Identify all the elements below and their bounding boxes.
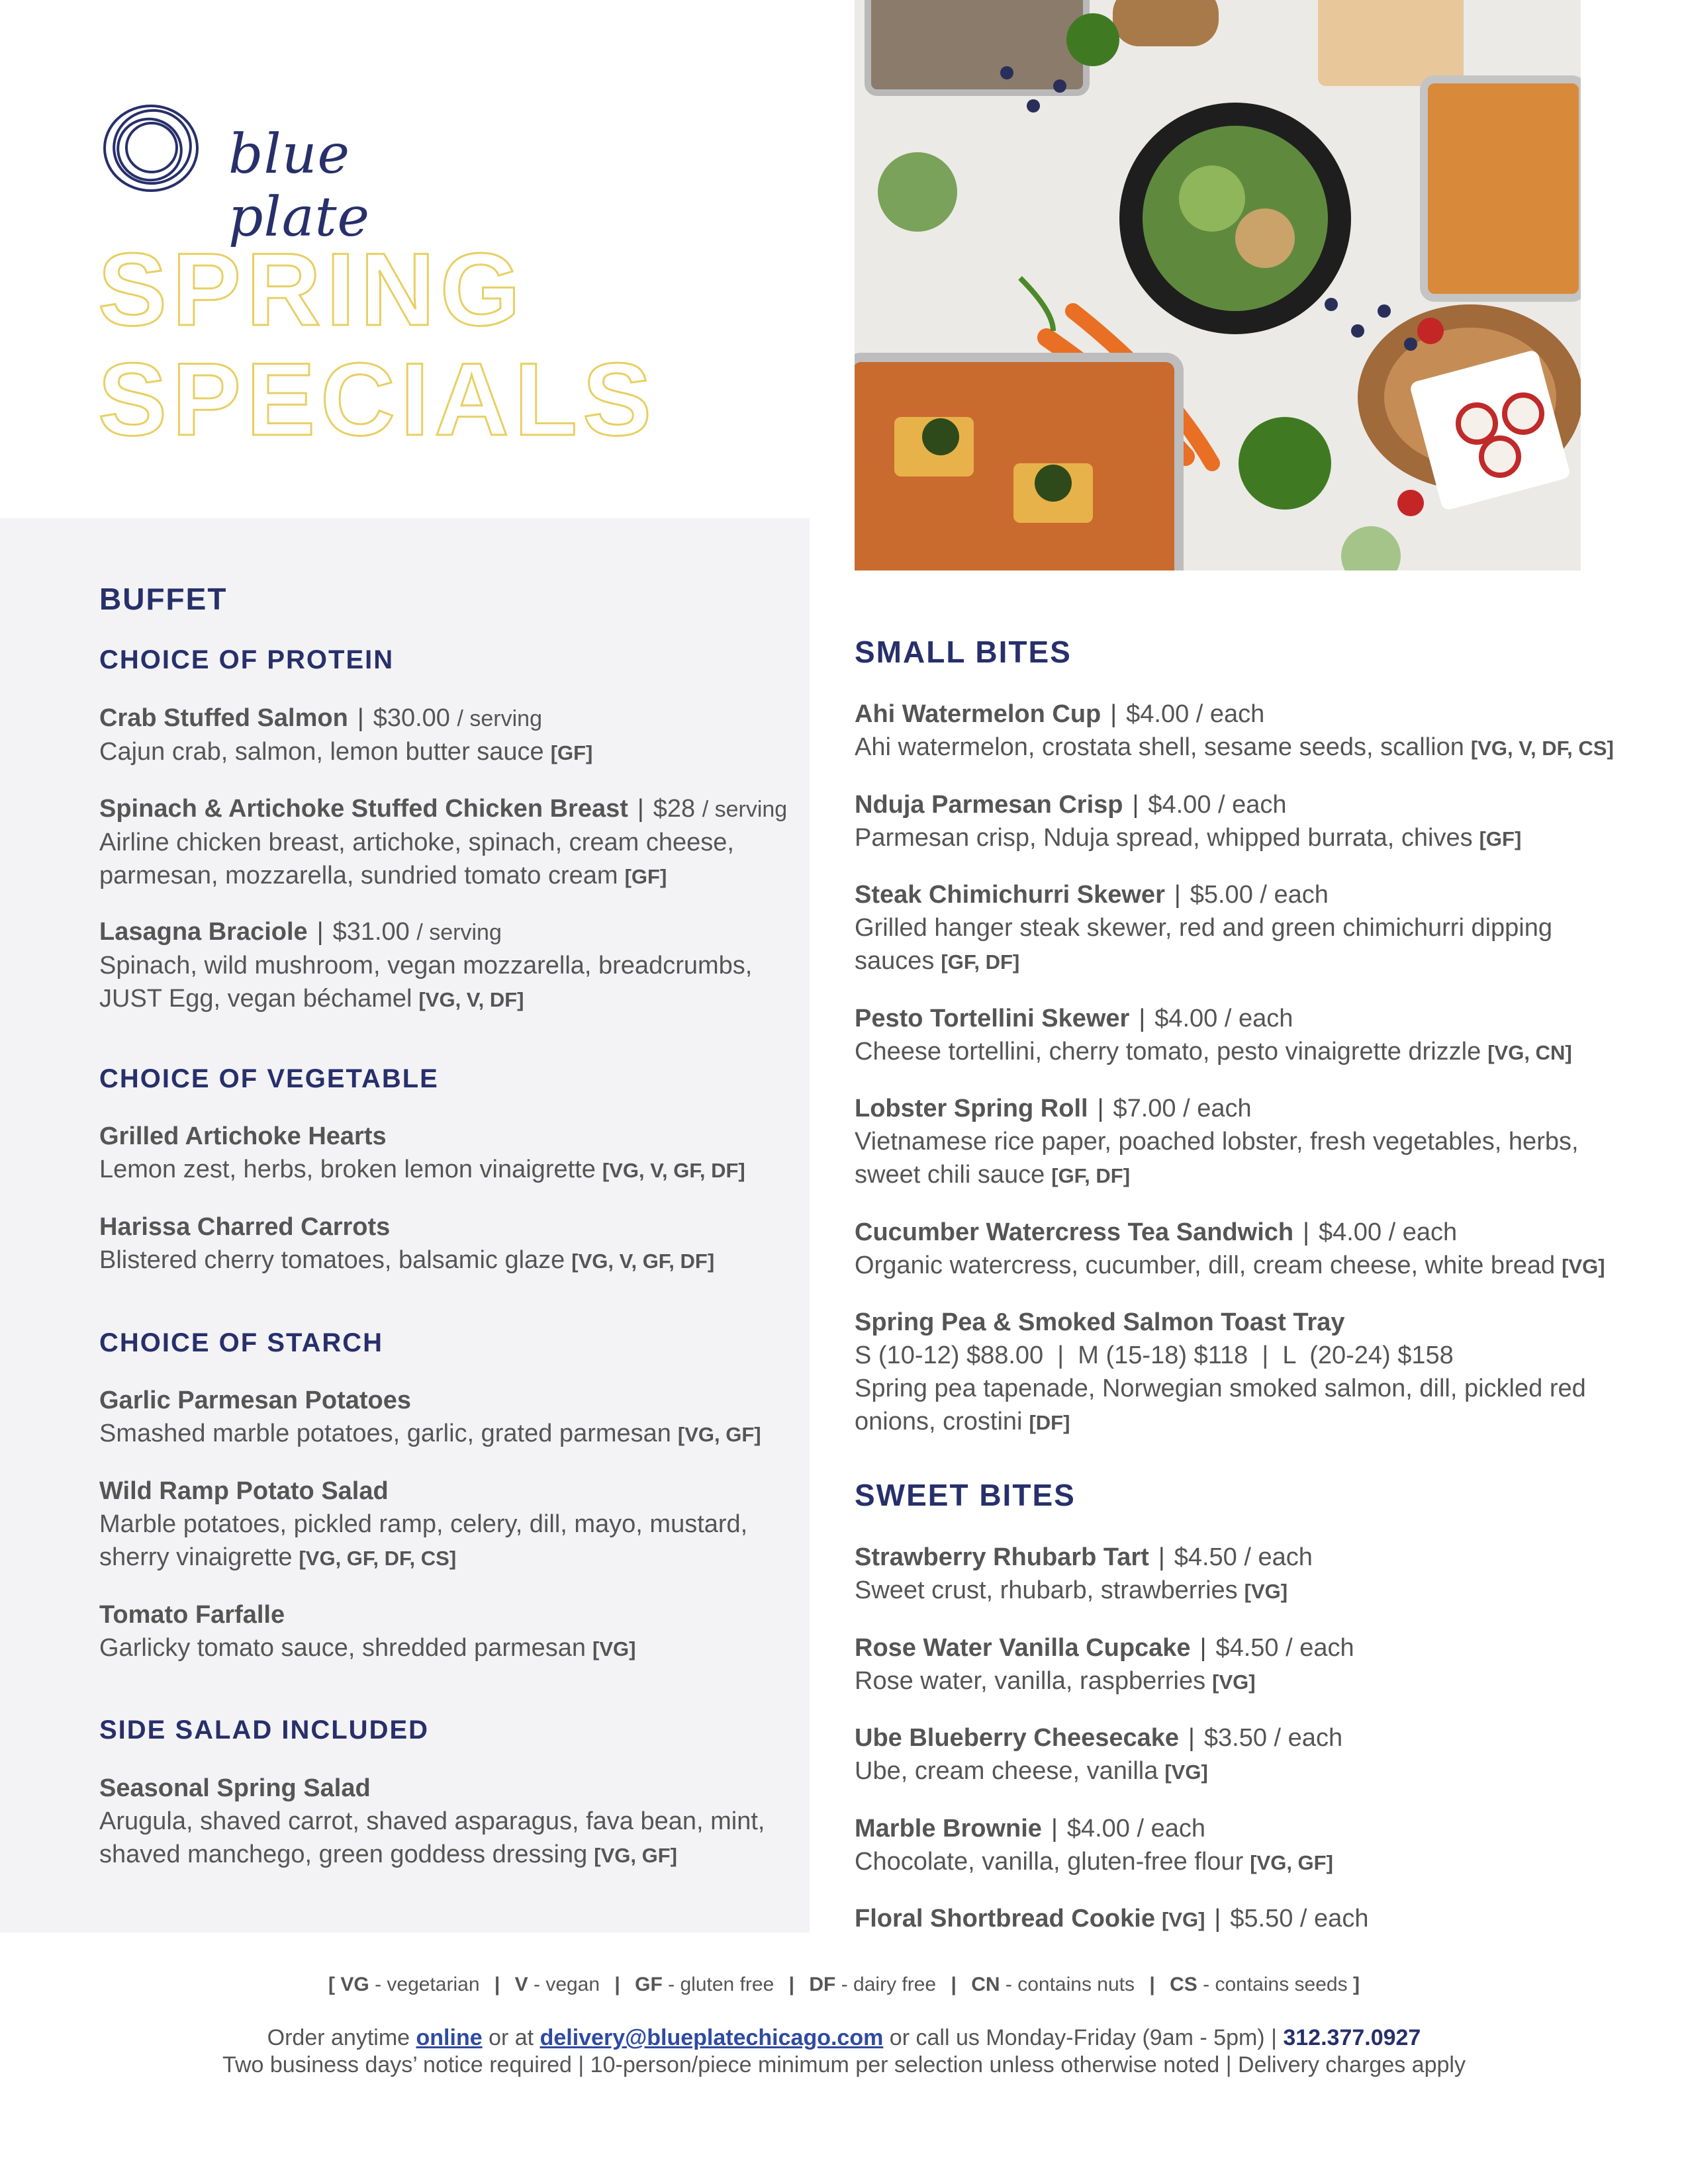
diet-tags: [GF] — [550, 741, 593, 764]
title-line-2: SPECIALS — [98, 342, 657, 457]
legend-code: DF — [809, 1974, 836, 1995]
menu-item: Pesto Tortellini Skewer | $4.00 / each Cheese tortellini, cherry tomato, pesto vinaigrette drizzle [VG, CN] — [855, 1005, 1572, 1066]
legend-label: vegetarian — [387, 1974, 480, 1995]
menu-item — [99, 1384, 761, 1451]
item-desc: Garlicky tomato sauce, shredded parmesan — [99, 1634, 586, 1662]
item-desc: Airline chicken breast, artichoke, spinach, cream cheese, — [99, 829, 734, 856]
diet-tags: [VG] — [1212, 1670, 1256, 1694]
item-unit: / serving — [702, 797, 788, 822]
item-name: Lobster Spring Roll — [855, 1095, 1088, 1122]
diet-tags: [VG] — [1161, 1908, 1205, 1931]
item-desc: Cheese tortellini, cherry tomato, pesto vinaigrette drizzle — [855, 1038, 1481, 1066]
salad-heading: SIDE SALAD INCLUDED — [99, 1715, 430, 1745]
item-price: $3.50 / each — [1203, 1724, 1343, 1752]
item-desc: Ahi watermelon, crostata shell, sesame seeds, scallion — [855, 733, 1464, 761]
item-desc: Vietnamese rice paper, poached lobster, fresh vegetables, herbs, — [855, 1128, 1579, 1156]
item-desc: Spring pea tapenade, Norwegian smoked salmon, dill, pickled red — [855, 1375, 1586, 1402]
item-name: Marble Brownie — [855, 1815, 1042, 1843]
plate-swirl-icon — [99, 98, 205, 197]
item-price: $5.00 / each — [1190, 881, 1329, 909]
diet-tags: [VG] — [1164, 1760, 1208, 1784]
diet-tags: [VG, GF] — [1250, 1851, 1333, 1874]
menu-item: Nduja Parmesan Crisp | $4.00 / each Parmesan crisp, Nduja spread, whipped burrata, chives [GF] — [855, 791, 1522, 852]
legend-bracket: [ — [328, 1974, 336, 1995]
diet-tags: [VG, V, GF, DF] — [602, 1159, 745, 1182]
item-price: $5.50 / each — [1230, 1905, 1369, 1933]
menu-item: Lasagna Braciole | $31.00 / serving Spinach, wild mushroom, vegan mozzarella, breadcrumbs, JUST Egg, vegan béchamel [VG, V, DF] — [99, 918, 753, 1013]
diet-tags: [GF] — [1479, 827, 1522, 850]
item-name: Spring Pea & Smoked Salmon Toast Tray — [855, 1308, 1345, 1336]
small-bites-heading: SMALL BITES — [855, 635, 1072, 669]
item-desc: Rose water, vanilla, raspberries — [855, 1667, 1206, 1695]
legend-label: contains seeds — [1215, 1974, 1348, 1995]
item-name: Crab Stuffed Salmon — [99, 704, 348, 732]
menu-item: Lobster Spring Roll | $7.00 / each Vietnamese rice paper, poached lobster, fresh vegetables, herbs, sweet chili sauce [GF, DF] — [855, 1095, 1579, 1189]
menu-item — [99, 1598, 635, 1666]
item-name: Nduja Parmesan Crisp — [855, 791, 1123, 819]
menu-item: Marble Brownie | $4.00 / each Chocolate, vanilla, gluten-free flour [VG, GF] — [855, 1815, 1333, 1876]
menu-item: Steak Chimichurri Skewer | $5.00 / each Grilled hanger steak skewer, red and green chimichurri dipping sauces [GF, DF] — [855, 881, 1552, 975]
call-text: or call us Monday-Friday (9am - 5pm) | — [889, 2025, 1277, 2050]
diet-tags: [GF] — [624, 865, 667, 888]
item-price: $4.50 / each — [1174, 1543, 1313, 1571]
starch-heading: CHOICE OF STARCH — [99, 1328, 384, 1357]
online-link[interactable]: online — [416, 2025, 483, 2050]
item-desc: Sweet crust, rhubarb, strawberries — [855, 1576, 1238, 1604]
item-desc: Arugula, shaved carrot, shaved asparagus, fava bean, mint, — [99, 1807, 765, 1835]
item-price: $4.50 / each — [1215, 1634, 1354, 1662]
legend-code: CN — [971, 1974, 1000, 1995]
vegetable-heading: CHOICE OF VEGETABLE — [99, 1064, 439, 1093]
item-desc: sauces — [855, 947, 935, 975]
legend-label: dairy free — [853, 1974, 937, 1995]
menu-item: Crab Stuffed Salmon | $30.00 / serving Cajun crab, salmon, lemon butter sauce [GF] — [99, 704, 593, 766]
menu-item: Ahi Watermelon Cup | $4.00 / each Ahi watermelon, crostata shell, sesame seeds, scallion [VG, V, DF, CS] — [855, 700, 1614, 761]
item-price: $4.00 / each — [1154, 1005, 1293, 1032]
order-prefix: Order anytime — [267, 2025, 410, 2050]
menu-item: Strawberry Rhubarb Tart | $4.50 / each Sweet crust, rhubarb, strawberries [VG] — [855, 1543, 1313, 1604]
or-at-text: or at — [489, 2025, 534, 2050]
page-title — [98, 232, 657, 457]
item-name: Lasagna Braciole — [99, 918, 308, 946]
diet-tags: [GF, DF] — [1051, 1164, 1131, 1187]
item-desc: shaved manchego, green goddess dressing — [99, 1841, 588, 1868]
diet-tags: [VG, CN] — [1487, 1041, 1572, 1064]
item-name: Tomato Farfalle — [99, 1601, 285, 1629]
order-info — [0, 2025, 1688, 2051]
item-desc: Lemon zest, herbs, broken lemon vinaigrette — [99, 1156, 596, 1183]
menu-item: Spinach & Artichoke Stuffed Chicken Breast | $28 / serving Airline chicken breast, artichoke, spinach, cream cheese, parmesan, mozzarella, sundried tomato cream [GF] — [99, 795, 788, 889]
item-desc: Marble potatoes, pickled ramp, celery, dill, mayo, mustard, — [99, 1510, 748, 1538]
diet-tags: [DF] — [1029, 1411, 1070, 1434]
diet-tags: [VG, GF] — [677, 1423, 761, 1446]
item-name: Spinach & Artichoke Stuffed Chicken Breast — [99, 795, 628, 823]
item-name: Cucumber Watercress Tea Sandwich — [855, 1218, 1294, 1246]
email-link[interactable]: delivery@blueplatechicago.com — [539, 2025, 884, 2050]
diet-tags: [VG] — [1244, 1580, 1288, 1603]
legend-code: V — [514, 1974, 528, 1995]
legend-code: CS — [1170, 1974, 1197, 1995]
item-desc: Parmesan crisp, Nduja spread, whipped burrata, chives — [855, 824, 1473, 852]
item-name: Floral Shortbread Cookie — [855, 1905, 1155, 1933]
menu-item — [99, 1475, 747, 1575]
item-name: Ube Blueberry Cheesecake — [855, 1724, 1180, 1752]
diet-tags: [VG] — [1562, 1255, 1605, 1278]
item-desc: Blistered cherry tomatoes, balsamic glaze — [99, 1246, 565, 1274]
item-sizes: S (10-12) $88.00 | M (15-18) $118 | L (20-24) $158 — [855, 1342, 1454, 1369]
brand-name: blue plate — [228, 123, 371, 249]
menu-item: Floral Shortbread Cookie [VG] | $5.50 / each — [855, 1905, 1369, 1933]
diet-tags: [VG, V, DF] — [418, 988, 524, 1011]
menu-item: Ube Blueberry Cheesecake | $3.50 / each Ube, cream cheese, vanilla [VG] — [855, 1724, 1343, 1785]
diet-tags: [VG, V, GF, DF] — [571, 1250, 715, 1273]
diet-legend: [ VG - vegetarian | V - vegan | GF - gluten free | DF - dairy free | CN - contains nuts | CS - contains seeds ] — [328, 1974, 1360, 1995]
item-name: Pesto Tortellini Skewer — [855, 1005, 1130, 1032]
protein-heading: CHOICE OF PROTEIN — [99, 645, 395, 674]
item-price: $4.00 / each — [1066, 1815, 1205, 1843]
menu-item — [99, 1772, 765, 1872]
legend-label: contains nuts — [1017, 1974, 1135, 1995]
item-desc: Organic watercress, cucumber, dill, cream cheese, white bread — [855, 1251, 1556, 1279]
item-name: Strawberry Rhubarb Tart — [855, 1543, 1149, 1571]
item-desc: Smashed marble potatoes, garlic, grated parmesan — [99, 1420, 671, 1447]
item-price: $28 — [653, 795, 696, 823]
diet-tags: [VG, GF] — [594, 1844, 677, 1867]
legend-code: GF — [635, 1974, 663, 1995]
item-name: Ahi Watermelon Cup — [855, 700, 1102, 728]
item-unit: / serving — [457, 706, 542, 731]
legend-label: vegan — [545, 1974, 600, 1995]
item-price: $31.00 — [332, 918, 410, 946]
item-desc: JUST Egg, vegan béchamel — [99, 985, 412, 1013]
menu-item — [855, 1306, 1586, 1439]
notice-text: Two business days’ notice required | 10-person/piece minimum per selection unless otherwise noted | Delivery charges apply — [222, 2052, 1466, 2077]
item-desc: Chocolate, vanilla, gluten-free flour — [855, 1848, 1244, 1876]
item-desc: Ube, cream cheese, vanilla — [855, 1757, 1158, 1785]
item-name: Harissa Charred Carrots — [99, 1213, 391, 1241]
diet-tags: [VG] — [592, 1637, 636, 1661]
item-name: Wild Ramp Potato Salad — [99, 1477, 389, 1505]
item-name: Rose Water Vanilla Cupcake — [855, 1634, 1191, 1662]
phone-number[interactable]: 312.377.0927 — [1283, 2025, 1421, 2050]
legend-code: VG — [340, 1974, 369, 1995]
menu-item — [99, 1120, 745, 1187]
item-name: Grilled Artichoke Hearts — [99, 1122, 387, 1150]
legend-label: gluten free — [680, 1974, 774, 1995]
item-desc: parmesan, mozzarella, sundried tomato cream — [99, 862, 618, 889]
title-line-1: SPRING — [98, 232, 526, 347]
item-name: Garlic Parmesan Potatoes — [99, 1387, 411, 1414]
item-desc: Grilled hanger steak skewer, red and green chimichurri dipping — [855, 914, 1552, 942]
buffet-heading: BUFFET — [99, 582, 228, 616]
diet-tags: [VG, V, DF, CS] — [1470, 737, 1614, 760]
item-price: $4.00 / each — [1148, 791, 1287, 819]
item-desc: Cajun crab, salmon, lemon butter sauce — [99, 738, 544, 766]
diet-tags: [VG, GF, DF, CS] — [299, 1547, 457, 1570]
sweet-bites-heading: SWEET BITES — [855, 1478, 1076, 1512]
item-price: $4.00 / each — [1126, 700, 1265, 728]
menu-item: Rose Water Vanilla Cupcake | $4.50 / each Rose water, vanilla, raspberries [VG] — [855, 1634, 1354, 1695]
menu-item: Cucumber Watercress Tea Sandwich | $4.00 / each Organic watercress, cucumber, dill, cream cheese, white bread [VG] — [855, 1218, 1605, 1279]
item-name: Steak Chimichurri Skewer — [855, 881, 1165, 909]
item-desc: onions, crostini — [855, 1408, 1023, 1435]
item-desc: sweet chili sauce — [855, 1161, 1045, 1189]
item-price: $4.00 / each — [1318, 1218, 1458, 1246]
item-desc: sherry vinaigrette — [99, 1543, 293, 1571]
brand-logo — [99, 98, 483, 249]
item-name: Seasonal Spring Salad — [99, 1774, 371, 1802]
item-price: $7.00 / each — [1113, 1095, 1252, 1122]
item-desc: Spinach, wild mushroom, vegan mozzarella, breadcrumbs, — [99, 952, 753, 979]
item-price: $30.00 — [373, 704, 450, 732]
menu-item — [99, 1210, 714, 1278]
diet-tags: [GF, DF] — [941, 950, 1020, 974]
item-unit: / serving — [416, 920, 502, 945]
legend-bracket: ] — [1352, 1974, 1360, 1995]
hero-food-image — [855, 0, 1581, 570]
